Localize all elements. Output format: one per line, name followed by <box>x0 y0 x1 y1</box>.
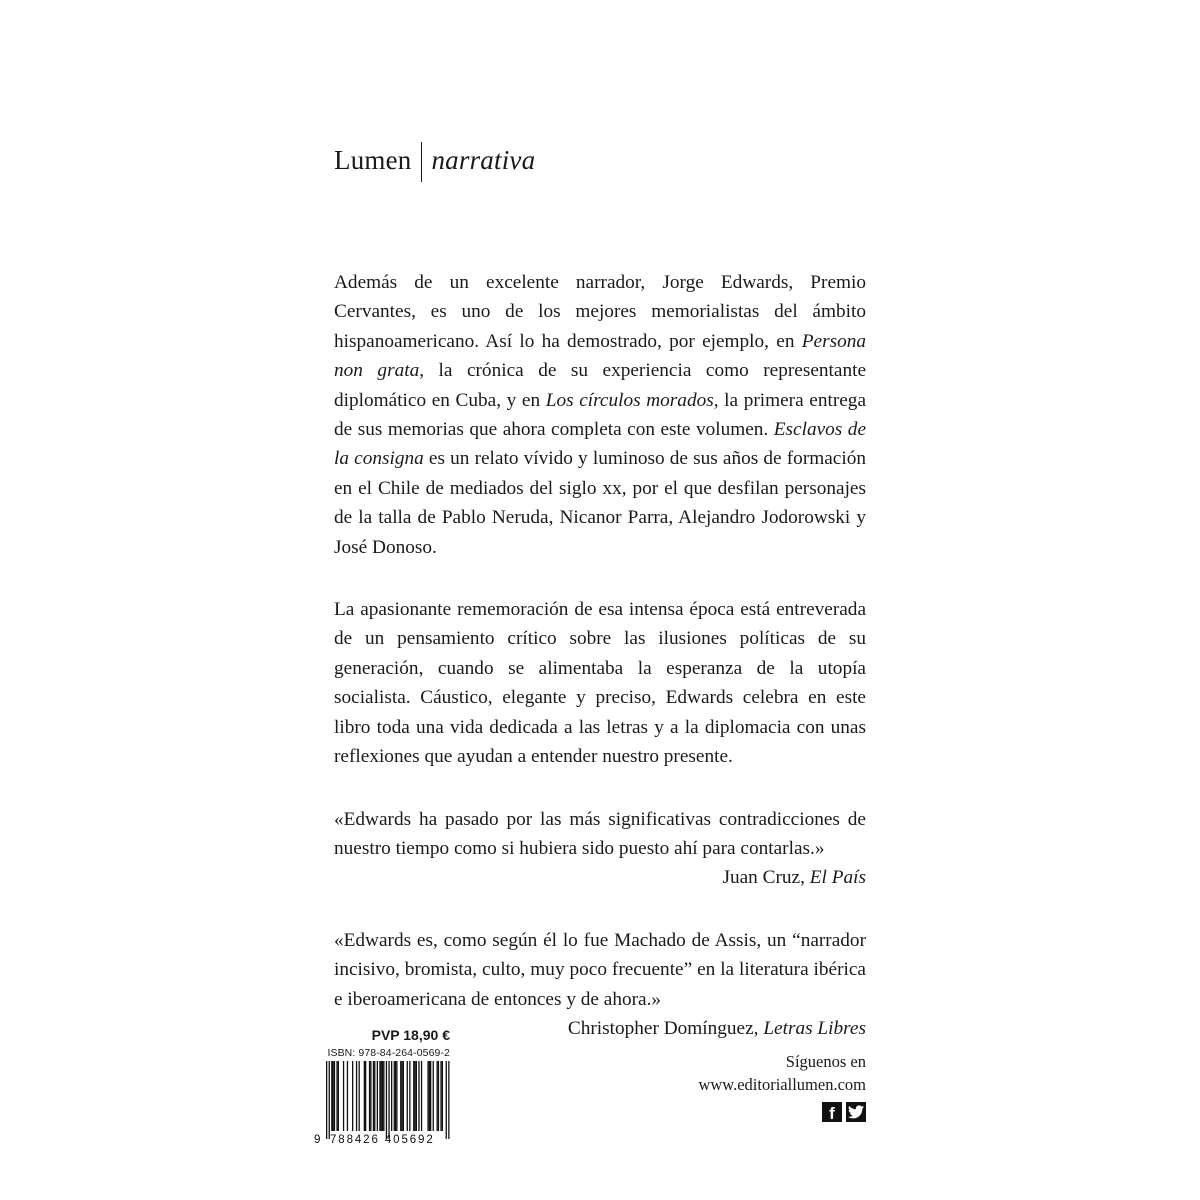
quote-text: «Edwards es, como según él lo fue Machado de Assis, un “narrador incisivo, bromista, culto, muy poco frecuente” en la literatura ibérica e iberoamericana de entonces y de ahora.» <box>334 929 866 1010</box>
barcode-bar <box>448 1061 449 1139</box>
website-link[interactable]: www.editoriallumen.com <box>698 1075 866 1094</box>
isbn-label: ISBN: 978-84-264-0569-2 <box>327 1047 450 1059</box>
barcode-bar <box>383 1061 384 1131</box>
synopsis-paragraph-1 <box>334 268 866 562</box>
barcode-bar <box>356 1061 357 1131</box>
barcode-bar <box>347 1061 348 1131</box>
barcode-bar <box>386 1061 387 1139</box>
barcode-bar <box>440 1061 441 1131</box>
social-icons <box>698 1102 866 1122</box>
quote-author: Juan Cruz, <box>722 867 810 889</box>
barcode-bar <box>352 1061 353 1131</box>
back-cover-text <box>334 268 866 1076</box>
synopsis-text: es un relato vívido y luminoso de sus años de formación en el Chile de mediados del siglo xx, por el que desfilan personajes de la talla de Pablo Neruda, Nicanor Parra, Alejandro Jodorowski y José Donoso. <box>334 448 866 558</box>
barcode-bar <box>334 1061 335 1131</box>
barcode-bar <box>374 1061 375 1131</box>
barcode-bar <box>379 1061 380 1131</box>
synopsis-text: Además de un excelente narrador, Jorge Edwards, Premio Cervantes, es uno de los mejores memorialistas del ámbito hispanoamericano. Así lo ha demostrado, por ejemplo, en <box>334 272 866 352</box>
social-follow <box>698 1050 866 1122</box>
barcode-bar <box>388 1061 389 1139</box>
barcode-bar <box>333 1061 334 1131</box>
barcode-bar <box>331 1061 332 1131</box>
price-label: PVP 18,90 € <box>371 1027 450 1043</box>
barcode-bar <box>396 1061 397 1131</box>
barcode-bar <box>369 1061 370 1131</box>
quote-text: «Edwards ha pasado por las más significativas contradicciones de nuestro tiempo como si hubiera sido puesto ahí para contarlas.» <box>334 808 866 859</box>
barcode-bar <box>401 1061 402 1131</box>
barcode-bar <box>407 1061 408 1131</box>
barcode-bar <box>409 1061 410 1131</box>
quote-source: Letras Libres <box>763 1017 866 1039</box>
barcode-block <box>312 1027 450 1145</box>
barcode-bar <box>365 1061 366 1131</box>
barcode-bar <box>416 1061 417 1131</box>
barcode-bar <box>338 1061 339 1131</box>
barcode-bar <box>391 1061 392 1131</box>
barcode-bar <box>336 1061 337 1131</box>
barcode-digits: 788426 405692 <box>330 1134 435 1145</box>
barcode-bar <box>394 1061 395 1131</box>
barcode-bar <box>430 1061 431 1131</box>
barcode-bar <box>442 1061 443 1131</box>
barcode-bar <box>373 1061 374 1131</box>
barcode-bar <box>364 1061 365 1131</box>
publisher-name: Lumen <box>334 144 412 175</box>
publisher-logo <box>334 140 535 180</box>
book-title-ref: Persona non grata <box>334 330 866 382</box>
barcode-bar <box>414 1061 415 1131</box>
book-title-ref: Los círculos morados <box>545 389 714 411</box>
barcode-bar <box>421 1061 422 1131</box>
twitter-icon[interactable] <box>846 1102 866 1122</box>
review-quote <box>334 805 866 893</box>
barcode-bar <box>377 1061 378 1131</box>
facebook-icon[interactable]: f <box>822 1102 842 1122</box>
barcode-bar <box>403 1061 404 1131</box>
barcode-bar <box>433 1061 434 1131</box>
logo-divider <box>421 142 422 182</box>
barcode-bar <box>429 1061 430 1131</box>
collection-name: narrativa <box>431 144 536 175</box>
quote-author: Christopher Domínguez, <box>567 1017 764 1039</box>
barcode-bar <box>438 1061 439 1131</box>
ean-barcode <box>312 1061 450 1145</box>
barcode-bar <box>418 1061 419 1131</box>
barcode-bar <box>382 1061 383 1131</box>
barcode-bar <box>381 1061 382 1131</box>
review-quote <box>334 926 866 1044</box>
barcode-bar <box>427 1061 428 1131</box>
barcode-bar <box>395 1061 396 1131</box>
follow-label: Síguenos en <box>785 1052 866 1071</box>
synopsis-paragraph-2: La apasionante rememoración de esa intensa época está entreverada de un pensamiento crítico sobre las ilusiones políticas de su generación, cuando se alimentaba la esperanza de la utopía socialista. Cáustico, elegante y preciso, Edwards celebra en este libro toda una vida dedicada a las letras y a la diplomacia con unas reflexiones que ayudan a entender nuestro presente. <box>334 599 866 768</box>
book-title-ref: Esclavos de la consigna <box>334 419 866 470</box>
barcode-bar <box>413 1061 414 1131</box>
barcode-bar <box>326 1061 327 1139</box>
barcode-digits: 9 <box>314 1134 321 1145</box>
synopsis-text: , la primera entrega de sus memorias que ahora completa con este volumen. <box>334 389 866 441</box>
synopsis-text: , la crónica de su experiencia como representante diplomático en Cuba, y en <box>334 360 866 411</box>
barcode-bar <box>370 1061 371 1131</box>
barcode-bar <box>343 1061 344 1131</box>
barcode-bar <box>359 1061 360 1131</box>
barcode-bar <box>446 1061 447 1139</box>
barcode-bar <box>400 1061 401 1131</box>
barcode-bar <box>437 1061 438 1131</box>
quote-attribution <box>334 863 866 892</box>
barcode-bar <box>329 1061 330 1139</box>
quote-source: El País <box>809 867 866 889</box>
